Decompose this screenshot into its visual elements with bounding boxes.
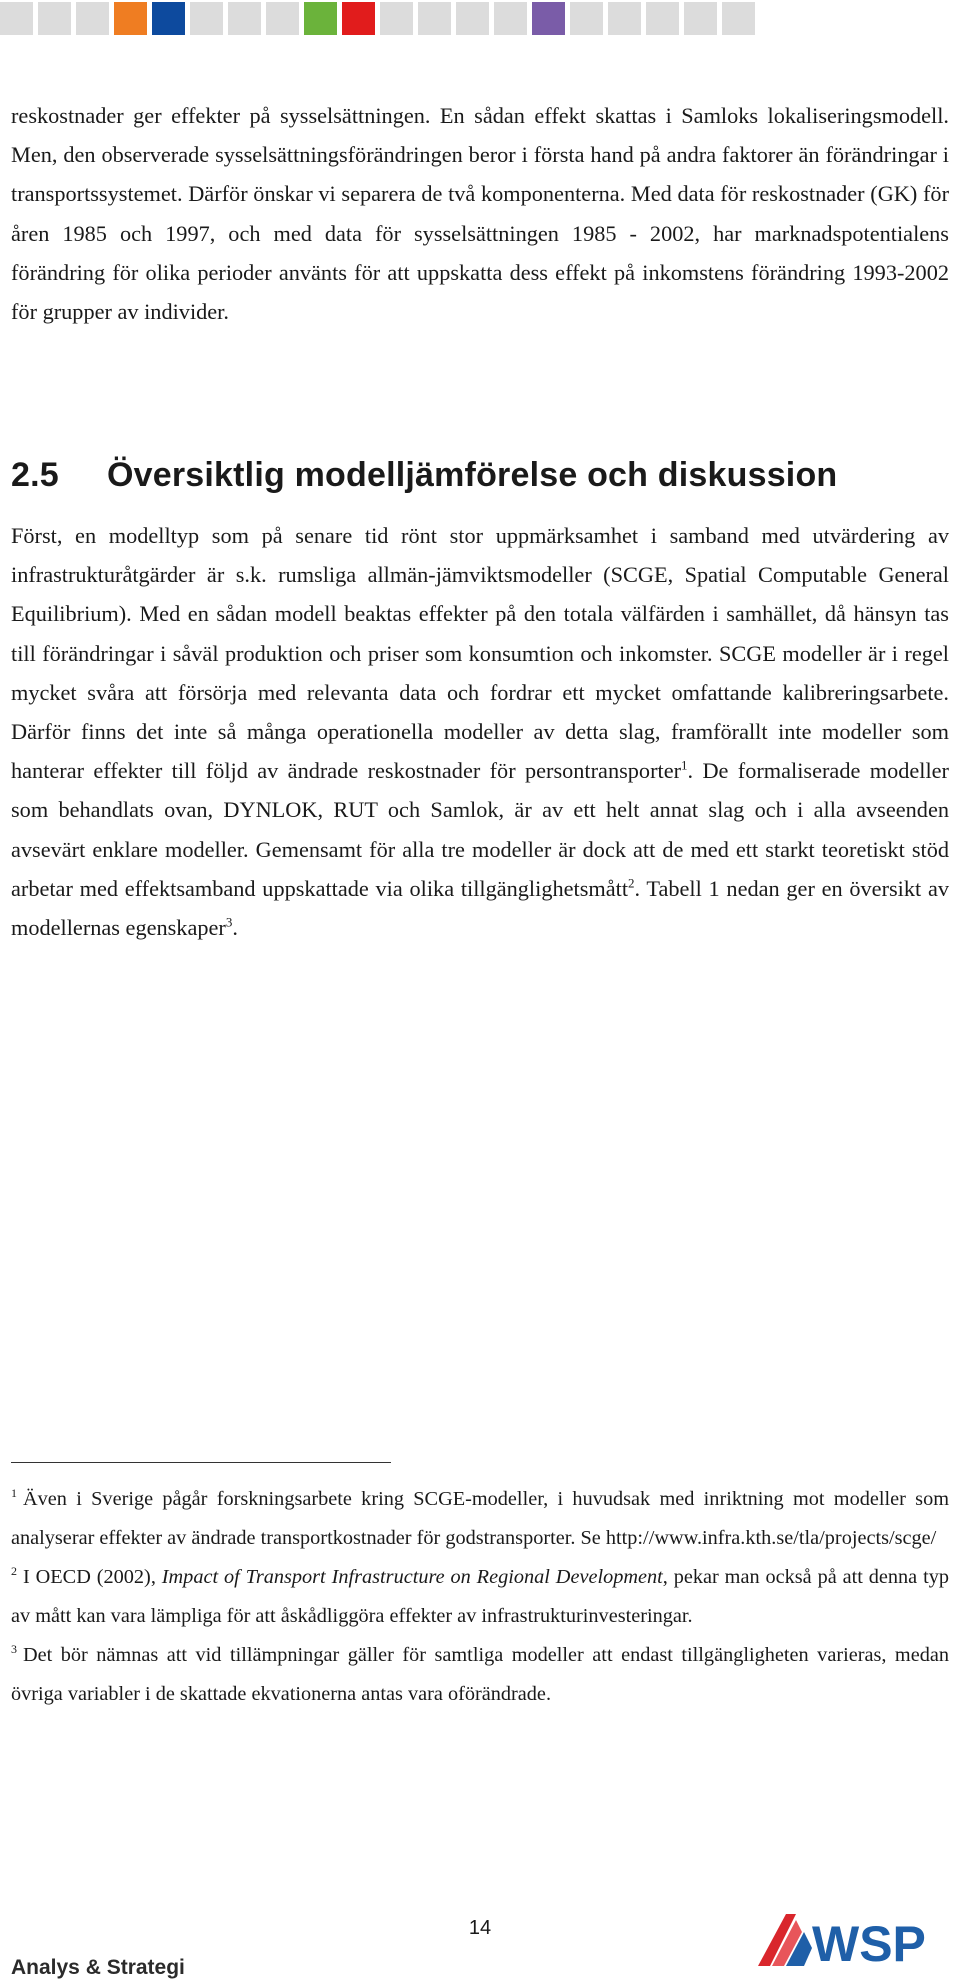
color-swatch (608, 2, 641, 35)
header-color-bar (0, 0, 960, 36)
footnote-text: Även i Sverige pågår forskningsarbete kring SCGE-modeller, i huvudsak med inriktning mot modeller som analyserar effekter av ändrade transportkostnader för godstransporter. Se http://www.infra.kth.se/tla/projects/scge/ (11, 1488, 949, 1549)
footer-label: Analys & Strategi (11, 1956, 185, 1979)
color-swatch (114, 2, 147, 35)
color-swatch (646, 2, 679, 35)
footnote-marker: 1 (11, 1486, 17, 1501)
color-swatch (190, 2, 223, 35)
footnote-ref-2: 2 (628, 875, 635, 891)
footnote-3 (11, 1636, 949, 1714)
footnote-text: , pekar man också på att denna typ av mått kan vara lämpliga för att åskådliggöra effekter av infrastrukturinvesteringar. (11, 1566, 949, 1627)
color-swatch (266, 2, 299, 35)
paragraph-models-text-2: . De formaliserade modeller som behandlats ovan, DYNLOK, RUT och Samlok, är av ett helt annat slag och i alla avseenden avsevärt enklare modeller. Gemensamt för alla tre modeller är dock att de med ett starkt teoretiskt stöd arbetar med effektsamband uppskattade via olika tillgänglighetsmått (11, 758, 949, 901)
color-swatch (494, 2, 527, 35)
paragraph-intro: reskostnader ger effekter på sysselsättningen. En sådan effekt skattas i Samloks lokaliseringsmodell. Men, den observerade sysselsättningsförändringen beror i första hand på andra faktorer än förändringar i transportssystemet. Därför önskar vi separera de två komponenterna. Med data för reskostnader (GK) för åren 1985 och 1997, och med data för sysselsättningen 1985 - 2002, har marknadspotentialens förändring för olika perioder använts för att uppskatta dess effekt på inkomstens förändring 1993-2002 för grupper av individer. (11, 103, 949, 325)
section-heading (11, 456, 837, 495)
section-title: Översiktlig modelljämförelse och diskussion (107, 456, 838, 494)
paragraph-models-text-1: Först, en modelltyp som på senare tid rönt stor uppmärksamhet i samband med utvärdering av infrastrukturåtgärder är s.k. rumsliga allmän-jämviktsmodeller (SCGE, Spatial Computable General Equilibrium). Med en sådan modell beaktas effekter på den totala välfärden i samhället, då hänsyn tas till förändringar i såväl produktion och priser som konsumtion och inkomster. SCGE modeller är i regel mycket svåra att försörja med relevanta data och fordrar ett mycket omfattande kalibreringsarbete. Därför finns det inte så många operationella modeller av detta slag, framförallt inte modeller som hanterar effekter till följd av ändrade reskostnader för persontransporter (11, 523, 949, 784)
color-swatch (228, 2, 261, 35)
footnote-marker: 2 (11, 1564, 17, 1579)
color-swatch (418, 2, 451, 35)
color-swatch (342, 2, 375, 35)
wsp-logo (752, 1906, 942, 1972)
color-swatch (380, 2, 413, 35)
footnote-1 (11, 1480, 949, 1558)
color-swatch (456, 2, 489, 35)
page-number: 14 (468, 1917, 492, 1939)
logo-text: WSP (812, 1916, 926, 1972)
footnote-ref-3: 3 (225, 914, 233, 930)
footnote-title-italic: Impact of Transport Infrastructure on Regional Development (161, 1566, 663, 1588)
section-number: 2.5 (11, 456, 59, 494)
footnote-divider (11, 1462, 391, 1463)
color-swatch (152, 2, 185, 35)
footnotes (11, 1480, 949, 1714)
color-swatch (570, 2, 603, 35)
color-swatch (38, 2, 71, 35)
color-swatch (0, 2, 33, 35)
color-swatch (76, 2, 109, 35)
footnote-2 (11, 1558, 949, 1636)
paragraph-models-text-3: . Tabell 1 nedan ger en översikt av modellernas egenskaper (11, 875, 949, 941)
page-content (11, 96, 949, 941)
footnote-text: I OECD (2002), (23, 1566, 162, 1588)
color-swatch (684, 2, 717, 35)
footnote-text: Det bör nämnas att vid tillämpningar gäller för samtliga modeller att endast tillgängligheten varieras, medan övriga variabler i de skattade ekvationerna antas vara oförändrade. (11, 1644, 949, 1705)
color-swatch (304, 2, 337, 35)
paragraph-models-text-4: . (232, 915, 238, 941)
footnote-marker: 3 (11, 1642, 17, 1657)
color-swatch (532, 2, 565, 35)
paragraph-models (11, 516, 949, 947)
color-swatch (722, 2, 755, 35)
footnote-ref-1: 1 (681, 757, 688, 773)
